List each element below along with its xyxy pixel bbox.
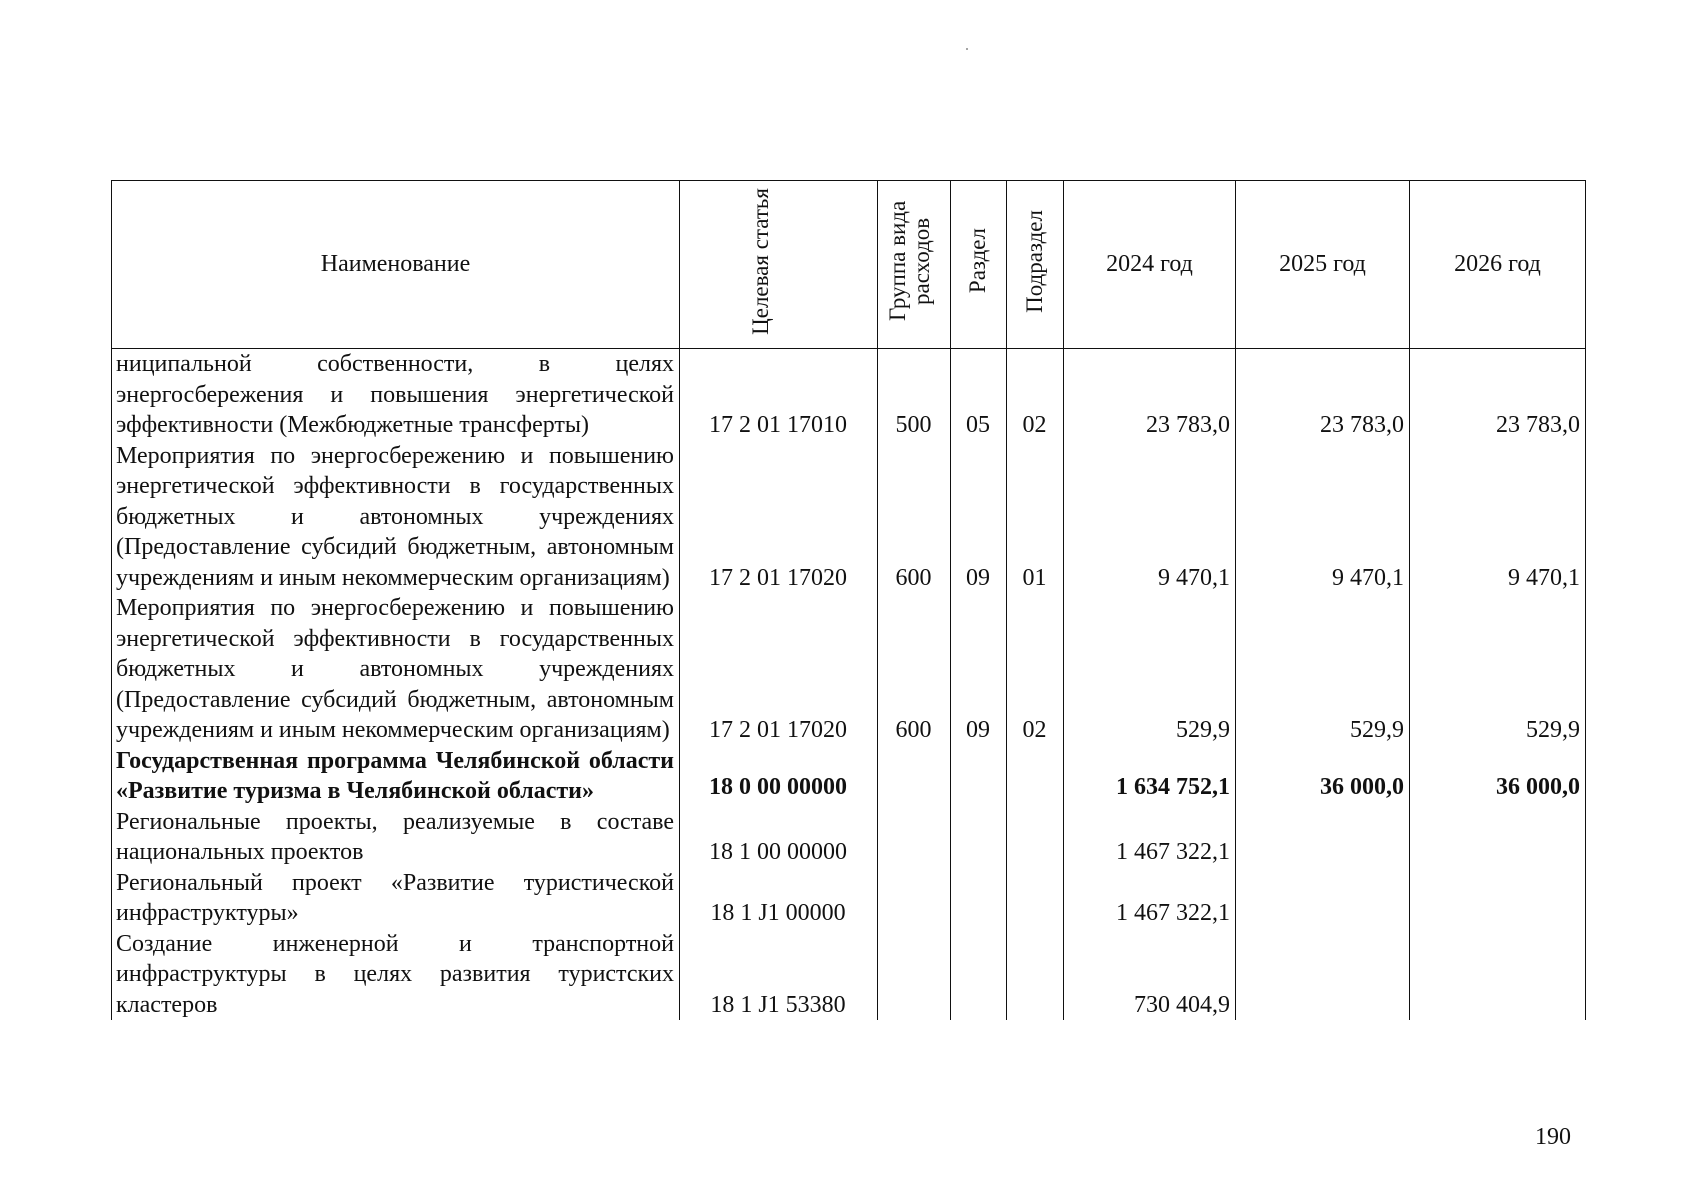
row-subsection: 02 bbox=[1007, 349, 1064, 441]
header-subsection: Подраздел bbox=[1021, 209, 1047, 313]
page-number: 190 bbox=[1535, 1124, 1571, 1150]
row-name: Региональный проект «Развитие туристической инфраструктуры» bbox=[112, 868, 680, 929]
table-row bbox=[112, 441, 1586, 594]
row-2026-amount: 23 783,0 bbox=[1410, 349, 1586, 441]
row-section bbox=[951, 807, 1007, 868]
row-2026-amount: 9 470,1 bbox=[1410, 441, 1586, 594]
header-subsection-cell bbox=[1007, 181, 1064, 349]
row-expense-group: 500 bbox=[878, 349, 951, 441]
row-section: 05 bbox=[951, 349, 1007, 441]
row-target-article: 18 0 00 00000 bbox=[680, 746, 878, 807]
header-name: Наименование bbox=[112, 181, 680, 349]
row-target-article: 18 1 J1 00000 bbox=[680, 868, 878, 929]
table-row bbox=[112, 868, 1586, 929]
row-2024-amount: 9 470,1 bbox=[1064, 441, 1236, 594]
table-header-row bbox=[112, 181, 1586, 349]
row-name: Государственная программа Челябинской области «Развитие туризма в Челябинской области» bbox=[112, 746, 680, 807]
header-year-2026: 2026 год bbox=[1410, 181, 1586, 349]
row-section bbox=[951, 868, 1007, 929]
row-section: 09 bbox=[951, 441, 1007, 594]
row-target-article: 18 1 00 00000 bbox=[680, 807, 878, 868]
table-row bbox=[112, 807, 1586, 868]
row-name: Региональные проекты, реализуемые в составе национальных проектов bbox=[112, 807, 680, 868]
row-subsection bbox=[1007, 746, 1064, 807]
row-expense-group bbox=[878, 746, 951, 807]
row-subsection bbox=[1007, 807, 1064, 868]
table-row bbox=[112, 593, 1586, 746]
row-subsection bbox=[1007, 929, 1064, 1021]
row-target-article: 18 1 J1 53380 bbox=[680, 929, 878, 1021]
row-expense-group bbox=[878, 868, 951, 929]
header-target-article: Целевая статья bbox=[747, 187, 773, 335]
row-name: Мероприятия по энергосбережению и повышению энергетической эффективности в государственных бюджетных и автономных учреждениях (Предоставление субсидий бюджетным, автономным учреждениям и иным некоммерческим организациям) bbox=[112, 441, 680, 594]
header-section-cell bbox=[951, 181, 1007, 349]
row-expense-group bbox=[878, 929, 951, 1021]
row-section bbox=[951, 929, 1007, 1021]
row-2025-amount: 36 000,0 bbox=[1236, 746, 1410, 807]
row-2025-amount bbox=[1236, 929, 1410, 1021]
row-2026-amount bbox=[1410, 929, 1586, 1021]
header-target-article-cell bbox=[680, 181, 878, 349]
scan-speck bbox=[966, 48, 968, 50]
row-2024-amount: 23 783,0 bbox=[1064, 349, 1236, 441]
row-target-article: 17 2 01 17010 bbox=[680, 349, 878, 441]
row-2025-amount bbox=[1236, 807, 1410, 868]
header-section: Раздел bbox=[965, 228, 991, 294]
row-subsection: 01 bbox=[1007, 441, 1064, 594]
row-name: ниципальной собственности, в целях энергосбережения и повышения энергетической эффективности (Межбюджетные трансферты) bbox=[112, 349, 680, 441]
row-expense-group: 600 bbox=[878, 441, 951, 594]
table-row bbox=[112, 746, 1586, 807]
row-expense-group: 600 bbox=[878, 593, 951, 746]
header-expense-group-cell bbox=[878, 181, 951, 349]
row-2025-amount: 529,9 bbox=[1236, 593, 1410, 746]
row-expense-group bbox=[878, 807, 951, 868]
row-2024-amount: 1 467 322,1 bbox=[1064, 868, 1236, 929]
row-subsection bbox=[1007, 868, 1064, 929]
row-2024-amount: 1 467 322,1 bbox=[1064, 807, 1236, 868]
budget-table bbox=[111, 180, 1586, 1020]
row-2026-amount: 36 000,0 bbox=[1410, 746, 1586, 807]
row-2026-amount: 529,9 bbox=[1410, 593, 1586, 746]
table-row bbox=[112, 929, 1586, 1021]
row-target-article: 17 2 01 17020 bbox=[680, 593, 878, 746]
header-year-2024: 2024 год bbox=[1064, 181, 1236, 349]
row-2026-amount bbox=[1410, 868, 1586, 929]
row-2024-amount: 529,9 bbox=[1064, 593, 1236, 746]
header-expense-group: Группа вида расходов bbox=[885, 200, 935, 322]
table-row bbox=[112, 349, 1586, 441]
header-year-2025: 2025 год bbox=[1236, 181, 1410, 349]
row-2024-amount: 1 634 752,1 bbox=[1064, 746, 1236, 807]
row-2025-amount: 9 470,1 bbox=[1236, 441, 1410, 594]
row-target-article: 17 2 01 17020 bbox=[680, 441, 878, 594]
row-2025-amount: 23 783,0 bbox=[1236, 349, 1410, 441]
row-section bbox=[951, 746, 1007, 807]
row-subsection: 02 bbox=[1007, 593, 1064, 746]
row-2024-amount: 730 404,9 bbox=[1064, 929, 1236, 1021]
row-section: 09 bbox=[951, 593, 1007, 746]
row-name: Мероприятия по энергосбережению и повышению энергетической эффективности в государственных бюджетных и автономных учреждениях (Предоставление субсидий бюджетным, автономным учреждениям и иным некоммерческим организациям) bbox=[112, 593, 680, 746]
row-2025-amount bbox=[1236, 868, 1410, 929]
row-name: Создание инженерной и транспортной инфраструктуры в целях развития туристских кластеров bbox=[112, 929, 680, 1021]
row-2026-amount bbox=[1410, 807, 1586, 868]
